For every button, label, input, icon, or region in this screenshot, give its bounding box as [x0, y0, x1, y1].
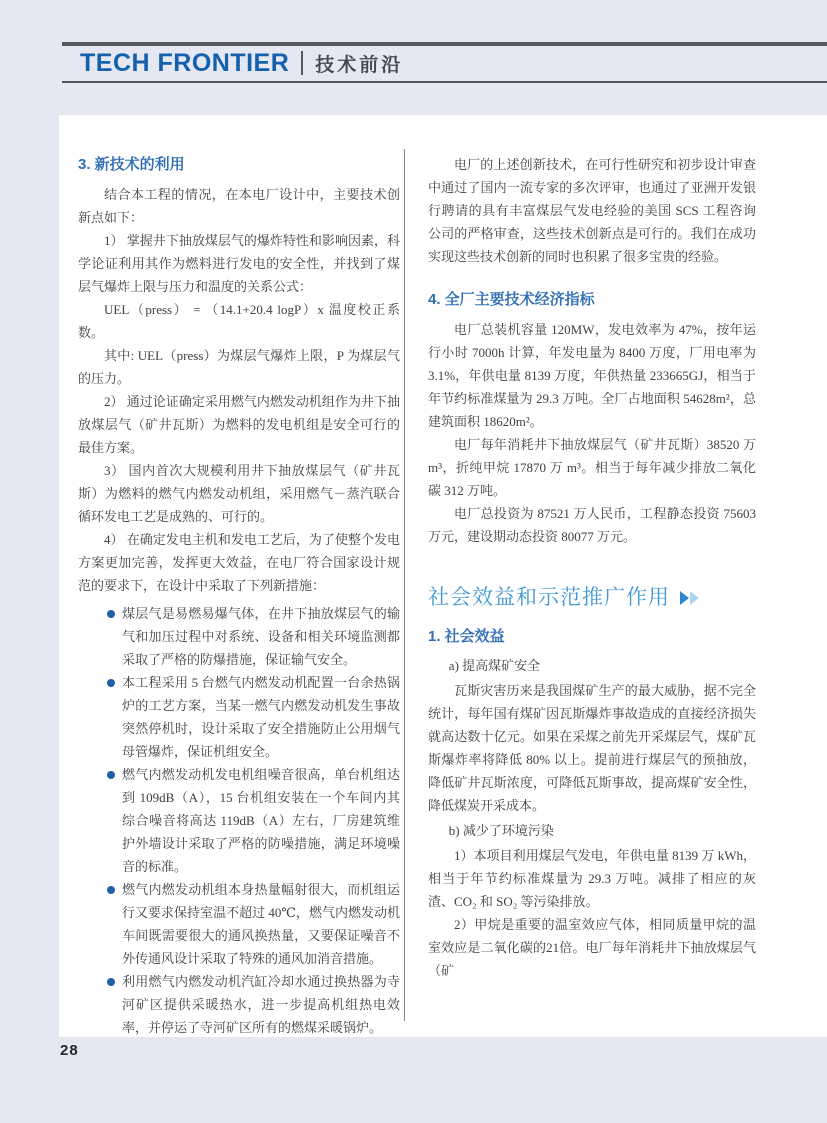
- bullet-item: [78, 878, 400, 970]
- formula-note: 其中: UEL（press）为煤层气爆炸上限，P 为煤层气的压力。: [78, 348, 400, 386]
- bullet-text: 燃气内燃发动机组本身热量幅射很大，而机组运行又要求保持室温不超过 40℃，燃气内燃发动机车间既需要很大的通风换热量，又要保证噪音不外传通风设计采取了特殊的通风加消音措施。: [122, 882, 400, 966]
- magazine-title-en: TECH FRONTIER: [80, 48, 290, 77]
- item-b-title: b) 减少了环境污染: [448, 823, 554, 838]
- bullet-item: [78, 763, 400, 878]
- bullet-text: 燃气内燃发动机发电机组噪音很高，单台机组达到 109dB（A），15 台机组安装在一个车间内其综合噪音将高达 119dB（A）左右，厂房建筑维护外墙设计采取了严格的防噪措施，满足环境噪音的标准。: [122, 767, 400, 874]
- bullet-text: 煤层气是易燃易爆气体，在井下抽放煤层气的输气和加压过程中对系统、设备和相关环境监测都采取了严格的防爆措施，保证输气安全。: [122, 606, 400, 667]
- content-panel: [59, 115, 827, 1037]
- item-a-text: 瓦斯灾害历来是我国煤矿生产的最大威胁，据不完全统计，每年国有煤矿因瓦斯爆炸事故造成的直接经济损失就高达数十亿元。如果在采煤之前先开采煤层气，煤矿瓦斯爆炸率将降低 80% 以上。提前进行煤层气的预抽放，降低矿井瓦斯浓度，可降低瓦斯事故，提高煤矿安全性，降低煤炭开采成本。: [428, 683, 756, 813]
- left-column: [78, 153, 400, 1039]
- paragraph-indicators-3: 电厂总投资为 87521 万人民币，工程静态投资 75603 万元，建设期动态投资 80077 万元。: [428, 506, 756, 544]
- paragraph-indicators-1: 电厂总装机容量 120MW，发电效率为 47%，按年运行小时 7000h 计算，年发电量为 8400 万度，厂用电率为 3.1%，年供电量 8139 万度，年供热量 233665GJ，相当于年节约标准煤量为 29.3 万吨。全厂占地面积 54628m²，总建筑面积 18620m²。: [428, 322, 756, 429]
- bullet-icon: [107, 679, 115, 687]
- social-benefits-heading: [428, 586, 756, 609]
- paragraph-point2: 2） 通过论证确定采用燃气内燃发动机组作为井下抽放煤层气（矿井瓦斯）为燃料的发电机组是安全可行的最佳方案。: [78, 394, 400, 455]
- bullet-text: 利用燃气内燃发动机汽缸冷却水通过换热器为寺河矿区提供采暖热水，进一步提高机组热电效率，并停运了寺河矿区所有的燃煤采暖锅炉。: [122, 974, 400, 1035]
- column-divider: [404, 149, 405, 1021]
- page-number: 28: [60, 1042, 79, 1059]
- bullet-icon: [107, 978, 115, 986]
- paragraph-indicators-2: 电厂每年消耗井下抽放煤层气（矿井瓦斯）38520 万 m³，折纯甲烷 17870 万 m³。相当于每年减少排放二氧化碳 312 万吨。: [428, 437, 756, 498]
- paragraph-point4: 4） 在确定发电主机和发电工艺后，为了使整个发电方案更加完善，发挥更大效益，在电厂符合国家设计规范的要求下，在设计中采取了下列新措施：: [78, 532, 400, 593]
- bullet-icon: [107, 610, 115, 618]
- formula-line: UEL（press） = （14.1+20.4 logP）x 温度校正系数。: [78, 302, 400, 340]
- bullet-item: [78, 602, 400, 671]
- paragraph-point1: 1） 掌握井下抽放煤层气的爆炸特性和影响因素，科学论证利用其作为燃料进行发电的安全性，并找到了煤层气爆炸上限与压力和温度的关系公式：: [78, 233, 400, 294]
- measures-bullet-list: [78, 602, 400, 1039]
- item-b-point-1: 1）本项目利用煤层气发电，年供电量 8139 万 kWh，相当于年节约标准煤量为 29.3 万吨。减排了相应的灰渣、CO₂ 和 SO₂ 等污染排放。: [428, 848, 756, 909]
- bullet-item: [78, 671, 400, 763]
- right-column: [428, 153, 756, 982]
- header: [62, 46, 827, 80]
- header-bottom-rule: [62, 81, 827, 83]
- magazine-title-zh: 技术前沿: [315, 54, 404, 76]
- section4-heading: 4. 全厂主要技术经济指标: [428, 291, 595, 308]
- paragraph-point3: 3） 国内首次大规模利用井下抽放煤层气（矿井瓦斯）为燃料的燃气内燃发动机组，采用燃气－蒸汽联合循环发电工艺是成熟的、可行的。: [78, 463, 400, 524]
- double-chevron-right-icon: [678, 590, 702, 606]
- paragraph-innovation-review: 电厂的上述创新技术，在可行性研究和初步设计审查中通过了国内一流专家的多次评审，也通过了亚洲开发银行聘请的具有丰富煤层气发电经验的美国 SCS 工程咨询公司的严格审查，这些技术创新点是可行的。我们在成功实现这些技术创新的同时也积累了很多宝贵的经验。: [428, 157, 756, 264]
- header-divider: [301, 51, 303, 75]
- item-a-title: a) 提高煤矿安全: [448, 658, 541, 673]
- bullet-text: 本工程采用 5 台燃气内燃发动机配置一台余热锅炉的工艺方案，当某一燃气内燃发动机发生事故突然停机时，设计采取了安全措施防止公用烟气母管爆炸，保证机组安全。: [122, 675, 400, 759]
- bullet-icon: [107, 886, 115, 894]
- item-b-point-2: 2）甲烷是重要的温室效应气体，相同质量甲烷的温室效应是二氧化碳的21倍。电厂每年消耗井下抽放煤层气（矿: [428, 917, 756, 978]
- social-benefits-heading-text: 社会效益和示范推广作用: [428, 586, 670, 609]
- bullet-item: [78, 970, 400, 1039]
- subsection1-heading: 1. 社会效益: [428, 628, 505, 645]
- paragraph-intro: 结合本工程的情况，在本电厂设计中，主要技术创新点如下：: [78, 187, 400, 225]
- bullet-icon: [107, 771, 115, 779]
- section3-heading: 3. 新技术的利用: [78, 156, 185, 173]
